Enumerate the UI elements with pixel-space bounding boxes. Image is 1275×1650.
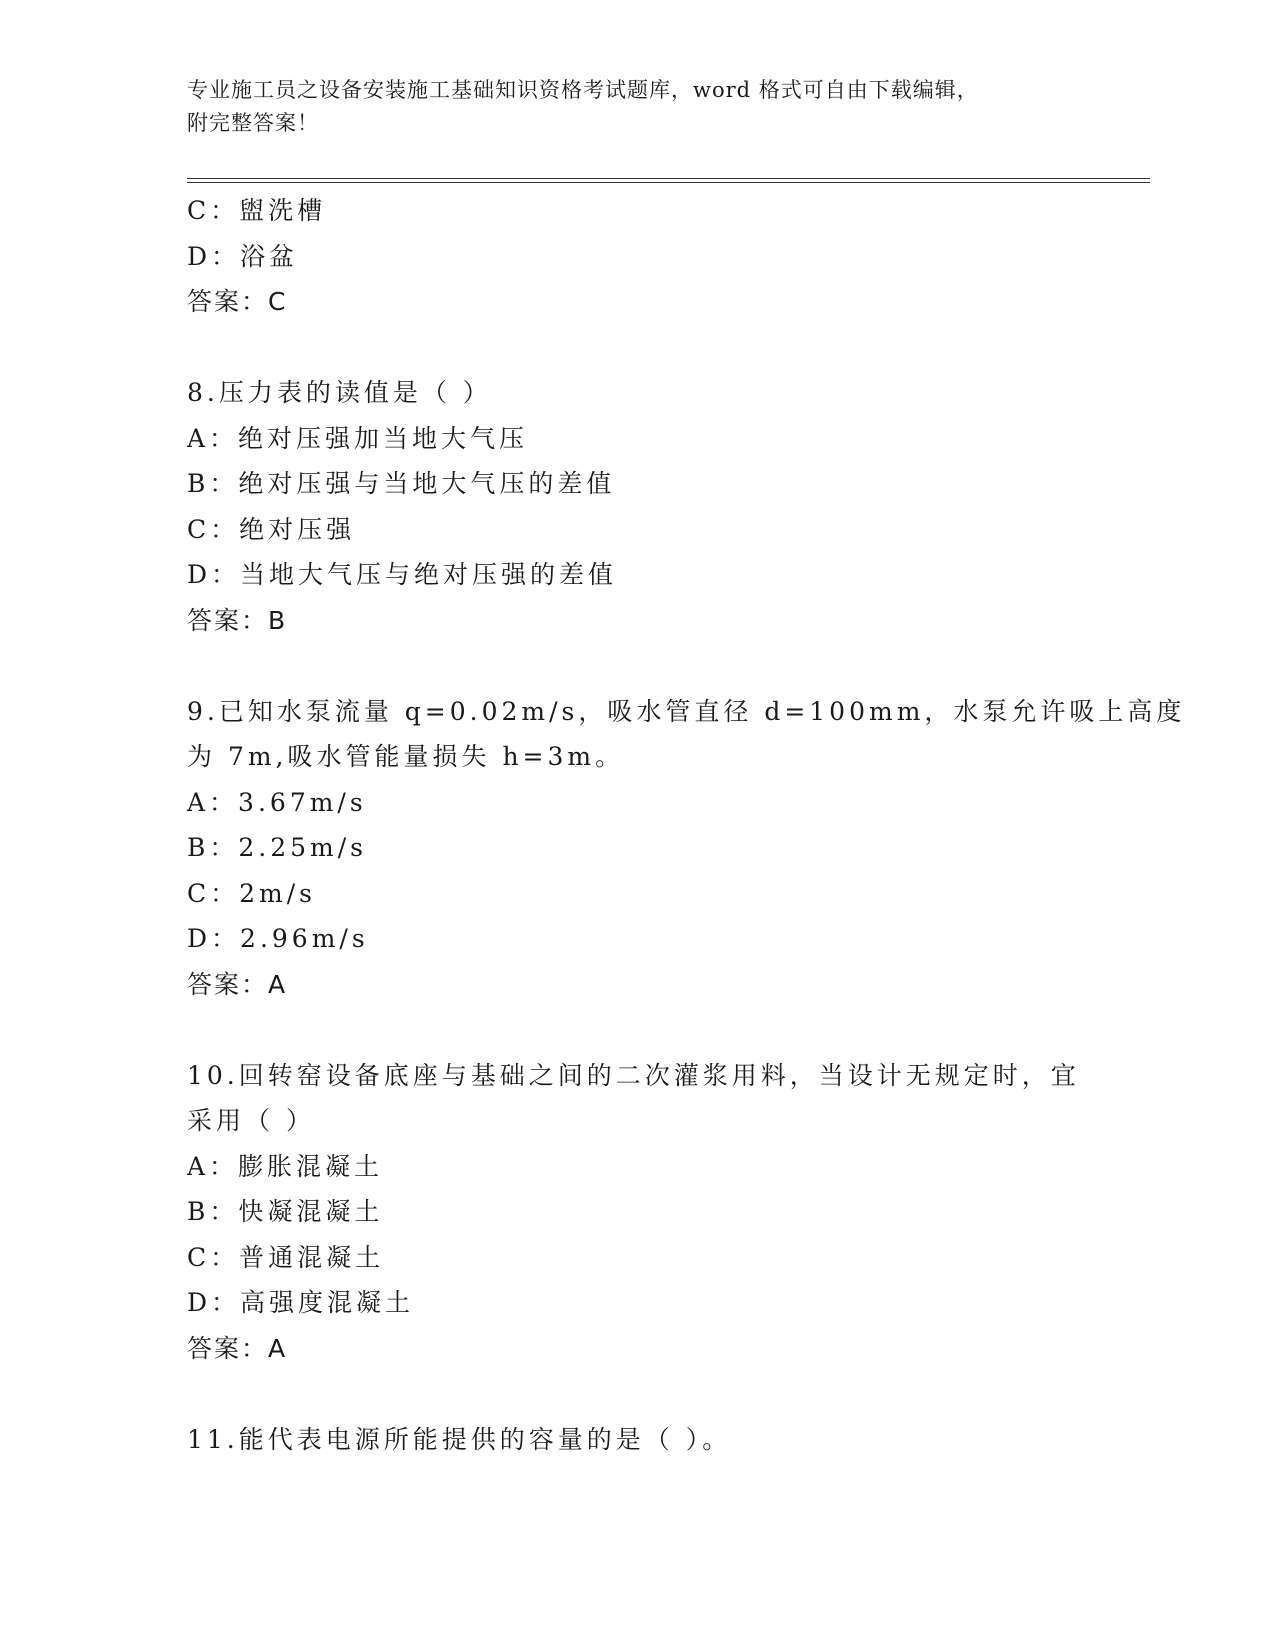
option-a: A：3.67m/s [187,787,367,817]
option-c: C：盥洗槽 [187,196,327,225]
spacer [187,1371,1087,1417]
spacer [187,643,1087,689]
question-block-11 [187,1417,1087,1463]
option-a: A：绝对压强加当地大气压 [187,423,529,453]
spacer [187,1007,1087,1053]
question-list [187,188,1186,1462]
option-d: D：当地大气压与绝对压强的差值 [187,560,618,589]
option-d: D：2.96m/s [187,924,369,953]
option-c: C：普通混凝土 [187,1242,385,1272]
option-d: D：浴盆 [187,241,299,271]
option-c: C：2m/s [187,878,316,908]
option-b: B：快凝混凝土 [187,1197,384,1226]
option-d: D：高强度混凝土 [187,1288,415,1317]
answer-line: 答案：A [187,969,288,999]
option-b: B：绝对压强与当地大气压的差值 [187,469,616,498]
question-stem-continued: 为 7m,吸水管能量损失 h=3m。 [187,742,625,771]
option-a: A：膨胀混凝土 [187,1151,384,1181]
question-block-7 [187,188,1087,325]
question-stem: 8.压力表的读值是（ ） [187,378,492,407]
question-stem: 11.能代表电源所能提供的容量的是（ ）。 [187,1424,732,1454]
answer-line: 答案：A [187,1333,288,1363]
header-title-line-2: 附完整答案！ [187,111,319,135]
spacer [187,325,1087,371]
answer-line: 答案：C [187,287,288,316]
answer-line: 答案：B [187,605,288,635]
question-block-10 [187,1053,1087,1372]
option-b: B：2.25m/s [187,833,367,862]
question-stem-continued: 采用（ ） [187,1106,315,1135]
header-divider-bottom [187,182,1150,183]
question-stem: 10.回转窑设备底座与基础之间的二次灌浆用料，当设计无规定时，宜 [187,1060,1080,1090]
document-header [187,74,1067,140]
header-divider-top [187,178,1150,179]
question-stem: 9.已知水泵流量 q=0.02m/s，吸水管直径 d=100mm，水泵允许吸上高度 [187,696,1186,726]
header-title-line-1: 专业施工员之设备安装施工基础知识资格考试题库，word 格式可自由下载编辑， [187,78,979,102]
question-block-8 [187,370,1087,643]
question-block-9 [187,689,1186,1008]
option-c: C：绝对压强 [187,514,356,544]
